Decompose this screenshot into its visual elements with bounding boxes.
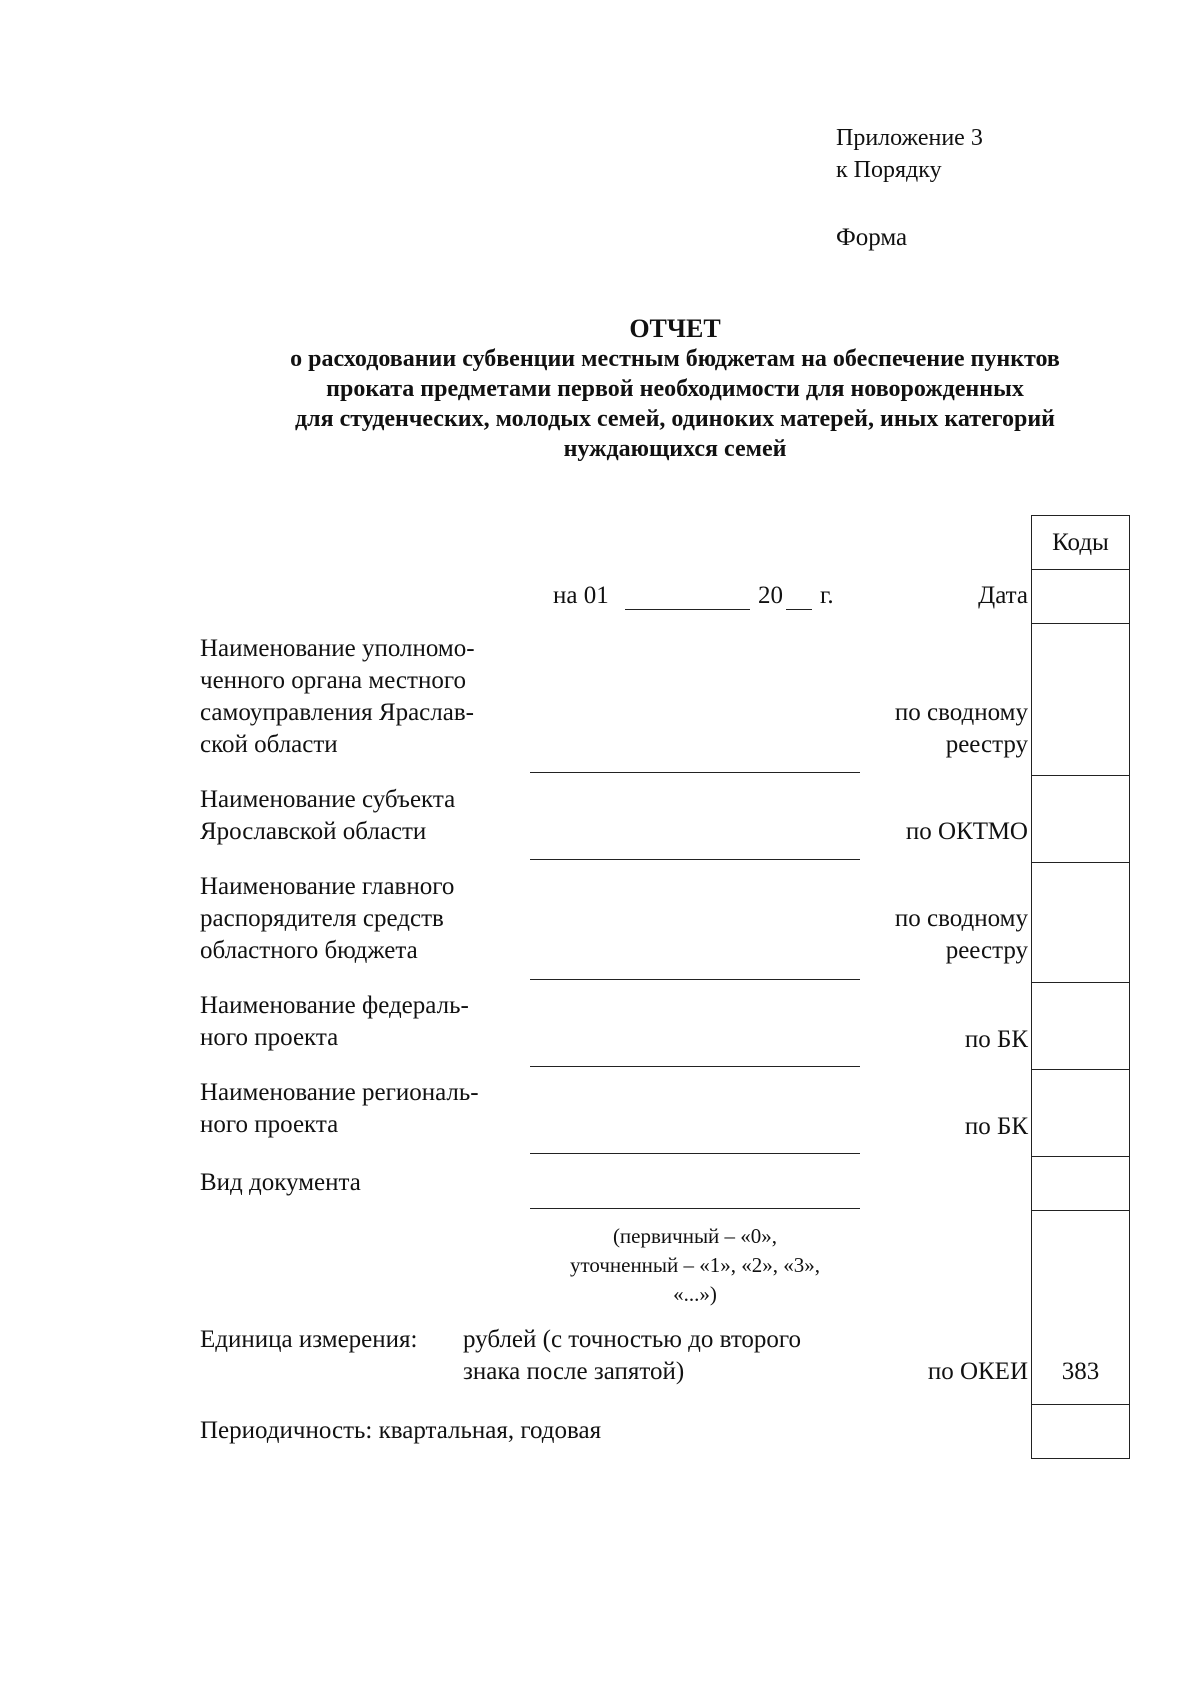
subject-field[interactable]	[530, 859, 860, 860]
distributor-label-line: областного бюджета	[200, 937, 418, 964]
report-title	[180, 314, 1170, 464]
distributor-label-line: Наименование главного	[200, 873, 455, 900]
date-prefix: на 01	[553, 582, 609, 609]
date-year-field[interactable]	[786, 609, 812, 610]
unit-value	[463, 1324, 801, 1388]
title-main: ОТЧЕТ	[629, 314, 721, 343]
doc-type-hint	[535, 1222, 855, 1309]
okei-label: по ОКЕИ	[927, 1358, 1028, 1385]
codes-header: Коды	[1031, 515, 1130, 570]
code-cell-regional-project[interactable]	[1031, 1069, 1130, 1157]
unit-value-line: рублей (с точностью до второго	[463, 1326, 802, 1353]
code-cell-doc-type[interactable]	[1031, 1156, 1130, 1211]
federal-project-code-label: по БК	[964, 1026, 1028, 1053]
unit-value-line: знака после запятой)	[463, 1358, 685, 1385]
appendix-line-2: к Порядку	[836, 157, 942, 183]
appendix-line-1: Приложение 3	[836, 125, 983, 151]
doc-type-hint-line: «...»)	[673, 1282, 717, 1306]
code-cell-subject[interactable]	[1031, 775, 1130, 863]
subject-label-line: Наименование субъекта	[200, 786, 456, 813]
distributor-label-line: распорядителя средств	[200, 905, 444, 932]
subject-label-line: Ярославской области	[200, 818, 427, 845]
authority-code-label-line: реестру	[945, 731, 1028, 758]
date-year-prefix: 20	[758, 582, 783, 609]
federal-project-label-line: ного проекта	[200, 1024, 339, 1051]
title-line-4: нуждающихся семей	[563, 436, 787, 462]
code-cell-periodicity[interactable]	[1031, 1404, 1130, 1459]
authority-label-line: ченного органа местного	[200, 667, 466, 694]
regional-project-label-line: Наименование региональ-	[200, 1079, 479, 1106]
federal-project-label	[200, 990, 469, 1054]
distributor-code-label-line: реестру	[945, 937, 1028, 964]
appendix-reference	[836, 122, 983, 186]
regional-project-label	[200, 1077, 479, 1141]
doc-type-field[interactable]	[530, 1208, 860, 1209]
distributor-field[interactable]	[530, 979, 860, 980]
date-day-month-field[interactable]	[625, 609, 750, 610]
authority-label-line: Наименование уполномо-	[200, 635, 475, 662]
authority-code-label-line: по сводному	[894, 699, 1028, 726]
okei-code-value: 383	[1061, 1358, 1100, 1385]
authority-code-label	[895, 697, 1028, 761]
subject-code-label: по ОКТМО	[905, 818, 1028, 845]
code-cell-authority[interactable]	[1031, 623, 1130, 776]
regional-project-label-line: ного проекта	[200, 1111, 339, 1138]
form-label: Форма	[836, 224, 908, 251]
authority-label-line: самоуправления Яраслав-	[200, 699, 474, 726]
code-cell-federal-project[interactable]	[1031, 982, 1130, 1070]
regional-project-field[interactable]	[530, 1153, 860, 1154]
authority-label	[200, 633, 475, 761]
periodicity-label: Периодичность: квартальная, годовая	[200, 1417, 602, 1444]
distributor-code-label-line: по сводному	[894, 905, 1028, 932]
date-label: Дата	[978, 582, 1028, 609]
subject-label	[200, 784, 455, 848]
federal-project-field[interactable]	[530, 1066, 860, 1067]
date-suffix: г.	[820, 582, 834, 609]
doc-type-hint-line: уточненный – «1», «2», «3»,	[569, 1253, 821, 1277]
federal-project-label-line: Наименование федераль-	[200, 992, 469, 1019]
authority-field[interactable]	[530, 772, 860, 773]
regional-project-code-label: по БК	[964, 1113, 1028, 1140]
authority-label-line: ской области	[200, 731, 338, 758]
doc-type-label: Вид документа	[200, 1169, 361, 1196]
code-cell-distributor[interactable]	[1031, 862, 1130, 983]
title-line-3: для студенческих, молодых семей, одиноких матерей, иных категорий	[295, 406, 1055, 432]
title-line-2: проката предметами первой необходимости для новорожденных	[326, 376, 1024, 402]
distributor-code-label	[895, 903, 1028, 967]
title-line-1: о расходовании субвенции местным бюджетам на обеспечение пунктов	[290, 346, 1060, 372]
distributor-label	[200, 871, 454, 967]
code-cell-date[interactable]	[1031, 569, 1130, 624]
doc-type-hint-line: (первичный – «0»,	[612, 1224, 778, 1248]
unit-label: Единица измерения:	[200, 1326, 418, 1353]
